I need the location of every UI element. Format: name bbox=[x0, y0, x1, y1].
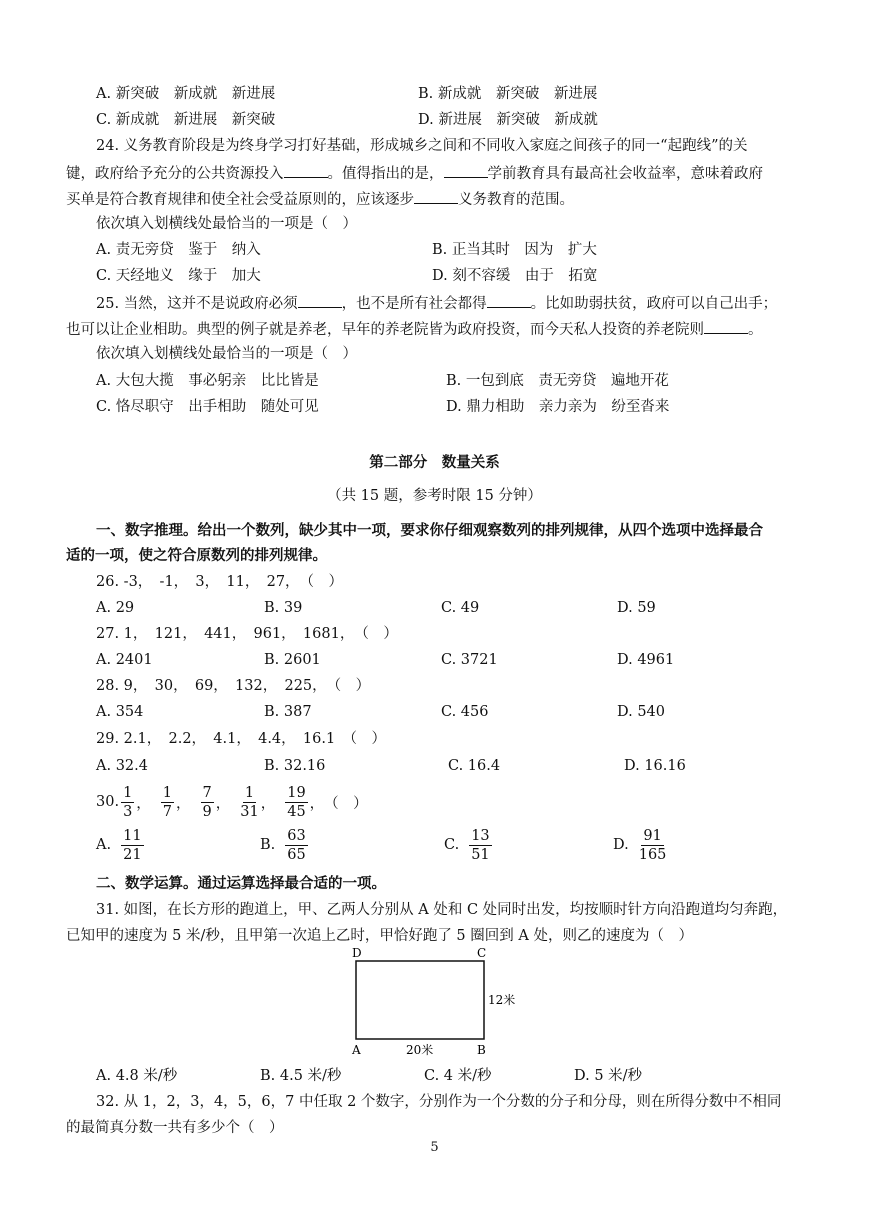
q25-stem-line2: 也可以让企业相助。典型的例子就是养老，早年的养老院皆为政府投资，而今天私人投资的养老院则 。 bbox=[66, 318, 763, 340]
q28-stem: 28. 9， 30， 69， 132， 225， （ ） bbox=[96, 678, 371, 694]
q23-option-b: B. 新成就 新突破 新进展 bbox=[418, 86, 598, 102]
q24-option-d: D. 刻不容缓 由于 拓宽 bbox=[432, 268, 598, 284]
q30-term-2: $\frac{1}{7}$ bbox=[162, 784, 173, 820]
q32-stem-line1: 32. 从 1，2，3，4，5，6，7 中任取 2 个数字，分别作为一个分数的分子和分母，则在所得分数中不相同 bbox=[96, 1094, 782, 1110]
q30-term-3: $\frac{7}{9}$ bbox=[202, 784, 212, 820]
q30-term-5: $\frac{19}{45}$ bbox=[287, 784, 306, 820]
bottom-length-label: 20米 bbox=[406, 1043, 434, 1057]
q31-option-d: D. 5 米/秒 bbox=[574, 1068, 643, 1084]
blank-2 bbox=[444, 162, 488, 178]
q31-stem-line1: 31. 如图，在长方形的跑道上，甲、乙两人分别从 A 处和 C 处同时出发，均按顺时针方向沿跑道均匀奔跑， bbox=[96, 902, 788, 918]
q24-option-a: A. 责无旁贷 鉴于 纳入 bbox=[96, 242, 261, 258]
q30-term-1: $\frac{1}{3}$ bbox=[123, 784, 133, 820]
q25-prompt: 依次填入划横线处最恰当的一项是（ ） bbox=[96, 346, 357, 362]
q27-stem: 27. 1， 121， 441， 961， 1681， （ ） bbox=[96, 626, 398, 642]
part-title: 第二部分 数量关系 bbox=[369, 454, 500, 471]
q26-option-b: B. 39 bbox=[264, 600, 303, 616]
q25-option-b: B. 一包到底 责无旁贷 遍地开花 bbox=[446, 373, 669, 389]
q24-stem-line3: 买单是符合教育规律和使全社会受益原则的，应该逐步 义务教育的范围。 bbox=[66, 188, 574, 210]
q31-option-c: C. 4 米/秒 bbox=[424, 1068, 492, 1084]
q23-option-d: D. 新进展 新突破 新成就 bbox=[418, 112, 598, 128]
blank-3 bbox=[704, 318, 748, 334]
q30-stem: 30. $\frac{1}{3}$ ， $\frac{1}{7}$ ， $\frac{7}{9}$ ， $\frac{1}{31}$ ， $\frac{19}{45}$ ， （ ） bbox=[96, 784, 368, 820]
corner-label-a: A bbox=[352, 1043, 361, 1057]
q32-stem-line2: 的最简真分数一共有多少个（ ） bbox=[66, 1120, 284, 1136]
side-length-label: 12米 bbox=[488, 993, 516, 1007]
section2-title: 二、数学运算。通过运算选择最合适的一项。 bbox=[96, 875, 386, 892]
corner-label-b: B bbox=[477, 1043, 486, 1057]
corner-label-c: C bbox=[477, 947, 487, 960]
q28-option-d: D. 540 bbox=[617, 704, 666, 720]
q29-stem: 29. 2.1， 2.2， 4.1， 4.4， 16.1 （ ） bbox=[96, 731, 386, 747]
blank-3 bbox=[414, 188, 458, 204]
q23-option-c: C. 新成就 新进展 新突破 bbox=[96, 112, 276, 128]
track-diagram bbox=[340, 947, 520, 1059]
q29-option-a: A. 32.4 bbox=[96, 758, 148, 774]
q26-option-c: C. 49 bbox=[441, 600, 480, 616]
q27-option-b: B. 2601 bbox=[264, 652, 321, 668]
q24-option-c: C. 天经地义 缘于 加大 bbox=[96, 268, 261, 284]
q25-option-a: A. 大包大揽 事必躬亲 比比皆是 bbox=[96, 373, 319, 389]
q23-option-a: A. 新突破 新成就 新进展 bbox=[96, 86, 276, 102]
blank-1 bbox=[284, 162, 328, 178]
section1-line2: 适的一项，使之符合原数列的排列规律。 bbox=[66, 547, 327, 564]
q30-option-d: D. $\frac{91}{165}$ bbox=[613, 827, 667, 863]
page-number: 5 bbox=[430, 1140, 439, 1155]
rectangle-track-figure bbox=[340, 947, 520, 1059]
q30-term-4: $\frac{1}{31}$ bbox=[240, 784, 259, 820]
q26-stem: 26. -3， -1， 3， 11， 27， （ ） bbox=[96, 574, 344, 590]
q29-option-d: D. 16.16 bbox=[624, 758, 686, 774]
q27-option-d: D. 4961 bbox=[617, 652, 675, 668]
q24-prompt: 依次填入划横线处最恰当的一项是（ ） bbox=[96, 216, 357, 232]
q27-option-c: C. 3721 bbox=[441, 652, 498, 668]
q25-stem-line1: 25. 当然，这并不是说政府必须 ，也不是所有社会都得 。比如助弱扶贫，政府可以自己出手； bbox=[96, 292, 777, 314]
q28-option-c: C. 456 bbox=[441, 704, 489, 720]
q29-option-c: C. 16.4 bbox=[448, 758, 501, 774]
q27-option-a: A. 2401 bbox=[96, 652, 153, 668]
part-subtitle: （共 15 题，参考时限 15 分钟） bbox=[327, 488, 542, 504]
q25-option-c: C. 恪尽职守 出手相助 随处可见 bbox=[96, 399, 319, 415]
q24-stem-line1: 24. 义务教育阶段是为终身学习打好基础，形成城乡之间和不同收入家庭之间孩子的同一“起跑线”的关 bbox=[96, 138, 748, 154]
track-rectangle bbox=[356, 961, 484, 1039]
q30-option-a: A. $\frac{11}{21}$ bbox=[96, 827, 142, 863]
q30-option-b: B. $\frac{63}{65}$ bbox=[260, 827, 306, 863]
q28-option-b: B. 387 bbox=[264, 704, 312, 720]
q30-option-c: C. $\frac{13}{51}$ bbox=[444, 827, 490, 863]
blank-1 bbox=[298, 292, 342, 308]
q26-option-d: D. 59 bbox=[617, 600, 656, 616]
q31-option-b: B. 4.5 米/秒 bbox=[260, 1068, 342, 1084]
q26-option-a: A. 29 bbox=[96, 600, 135, 616]
q29-option-b: B. 32.16 bbox=[264, 758, 326, 774]
q31-stem-line2: 已知甲的速度为 5 米/秒，且甲第一次追上乙时，甲恰好跑了 5 圈回到 A 处，则乙的速度为（ ） bbox=[66, 928, 693, 944]
q24-stem-line2: 键，政府给予充分的公共资源投入 。值得指出的是， 学前教育具有最高社会收益率，意味着政府 bbox=[66, 162, 763, 184]
corner-label-d: D bbox=[352, 947, 362, 960]
section1-line1: 一、数字推理。给出一个数列，缺少其中一项，要求你仔细观察数列的排列规律，从四个选项中选择最合 bbox=[96, 522, 763, 539]
q24-option-b: B. 正当其时 因为 扩大 bbox=[432, 242, 597, 258]
q31-option-a: A. 4.8 米/秒 bbox=[96, 1068, 178, 1084]
q25-option-d: D. 鼎力相助 亲力亲为 纷至沓来 bbox=[446, 399, 670, 415]
blank-2 bbox=[487, 292, 531, 308]
q28-option-a: A. 354 bbox=[96, 704, 144, 720]
